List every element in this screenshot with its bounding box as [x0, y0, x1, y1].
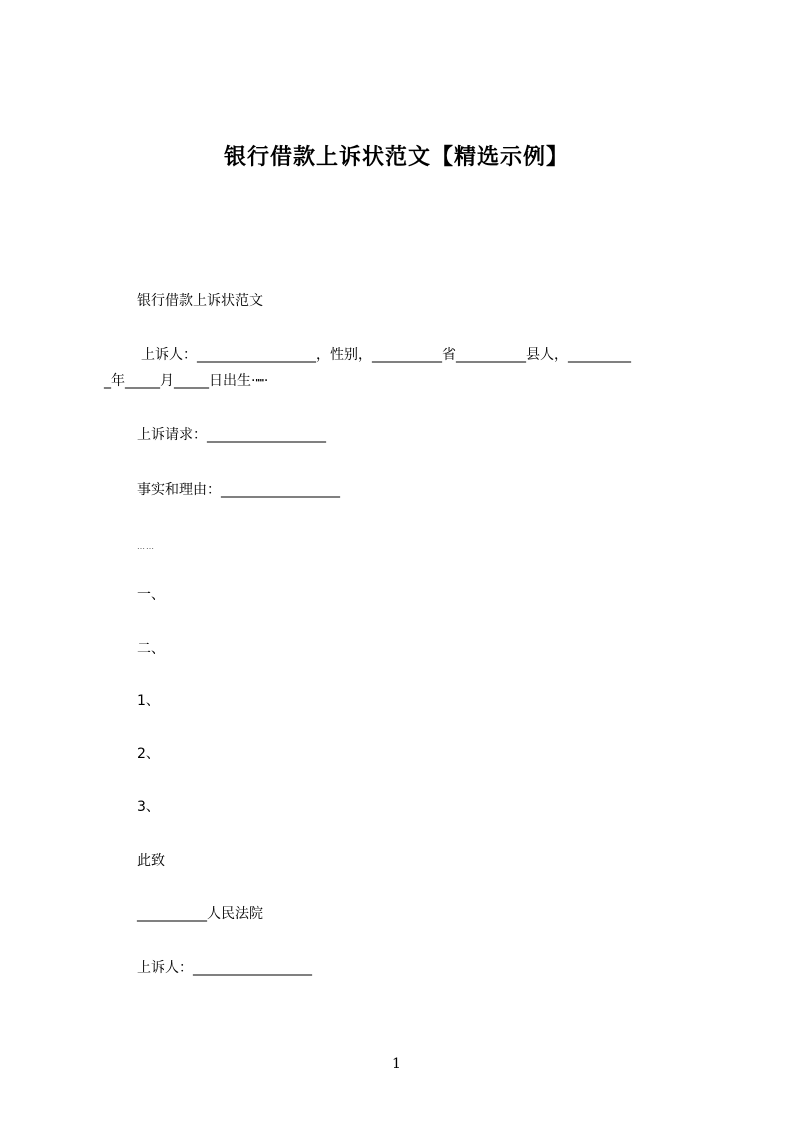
appeal-request: 上诉请求：_________________ [137, 427, 326, 443]
appellant-signature: 上诉人：_________________ [137, 960, 312, 976]
item-two: 二、 [137, 641, 165, 657]
item-2: 2、 [137, 746, 160, 762]
appellant-info-line-2: _年_____月_____日出生·┉· [104, 373, 269, 389]
page-number: 1 [392, 1056, 401, 1072]
item-3: 3、 [137, 799, 160, 815]
court-name: __________人民法院 [137, 906, 263, 922]
document-title: 银行借款上诉状范文【精选示例】 [223, 145, 569, 170]
facts-and-reasons: 事实和理由：_________________ [137, 482, 340, 498]
item-one: 一、 [137, 587, 165, 603]
closing-salutation: 此致 [137, 853, 165, 869]
document-subtitle: 银行借款上诉状范文 [137, 293, 263, 309]
ellipsis: …… [137, 542, 155, 551]
appellant-info-line-1: 上诉人：_________________，性别，__________省__________县人，_________ [141, 347, 631, 363]
item-1: 1、 [137, 693, 160, 709]
